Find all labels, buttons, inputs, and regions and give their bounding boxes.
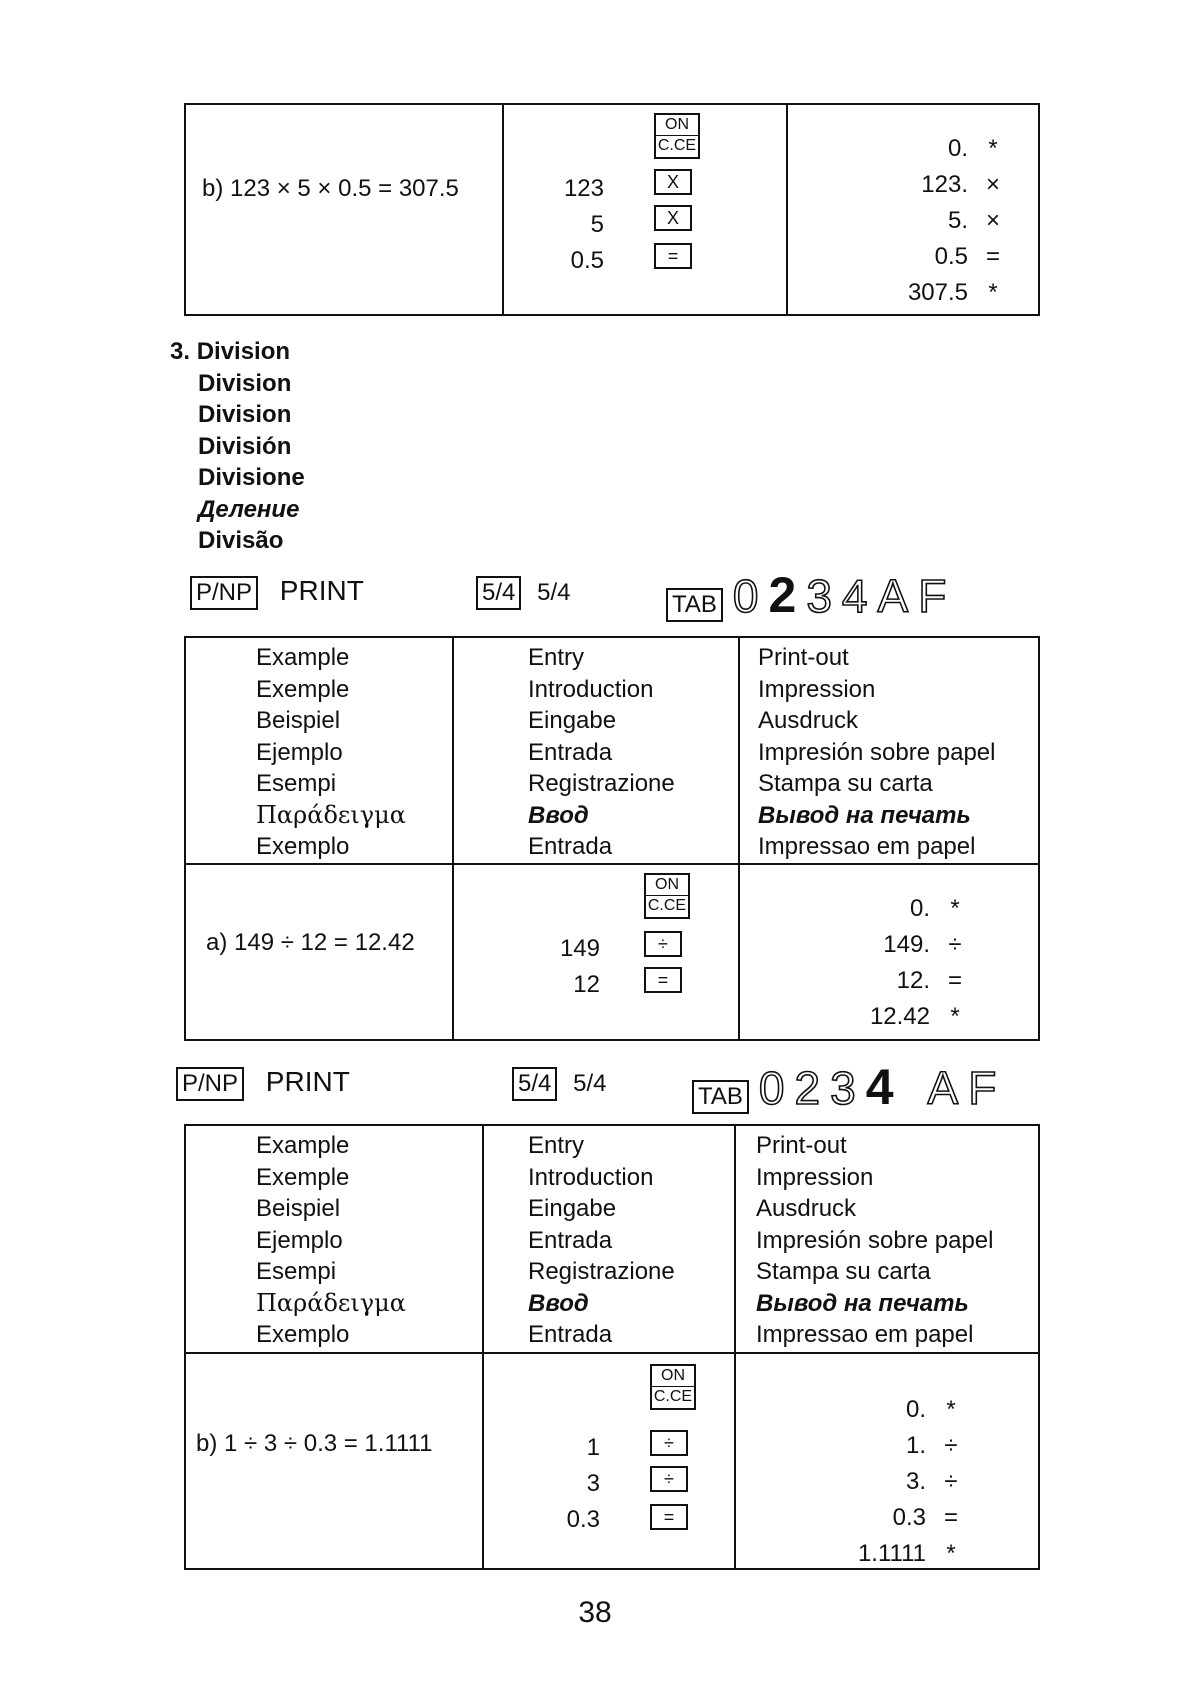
printout-line: 1.1111 * bbox=[857, 1540, 956, 1567]
entry-cell bbox=[483, 1353, 735, 1569]
entry-header-cell: Entry Introduction Eingabe Entrada Registrazione Ввод Entrada bbox=[483, 1125, 735, 1353]
printout-header-cell: Print-out Impression Ausdruck Impresión sobre papel Stampa su carta Вывод на печать Impressao em papel bbox=[739, 637, 1039, 864]
entry-number: 12 bbox=[573, 971, 600, 998]
printout-line: 0.5 = bbox=[934, 243, 1000, 270]
printout-line: 12.42 * bbox=[869, 1003, 960, 1030]
equals-key: = bbox=[644, 967, 682, 993]
entry-header-cell: Entry Introduction Eingabe Entrada Registrazione Ввод Entrada bbox=[453, 637, 739, 864]
on-cce-key: ON C.CE bbox=[644, 873, 690, 919]
printout-line: 123. × bbox=[921, 171, 1000, 198]
multiply-key: X bbox=[654, 169, 692, 195]
printout-line: 12. = bbox=[896, 967, 962, 994]
example-cell bbox=[185, 104, 503, 315]
equals-key: = bbox=[654, 243, 692, 269]
printout-line: 0. * bbox=[905, 1396, 956, 1423]
divide-key: ÷ bbox=[650, 1430, 688, 1456]
tab-setting: TAB 0 2 3 4 A F bbox=[666, 566, 946, 624]
on-cce-key: ON C.CE bbox=[650, 1364, 696, 1410]
example-cell bbox=[185, 1353, 483, 1569]
printout-line: 0. * bbox=[947, 135, 998, 162]
rounding-setting: 5/4 5/4 bbox=[512, 1066, 607, 1101]
print-label: PRINT bbox=[265, 1066, 350, 1097]
entry-number: 0.5 bbox=[570, 247, 604, 274]
example-text: a) 149 ÷ 12 = 12.42 bbox=[206, 929, 415, 956]
divide-key: ÷ bbox=[650, 1466, 688, 1492]
tab-setting: TAB 0 2 3 4 A F bbox=[692, 1058, 996, 1116]
entry-number: 5 bbox=[590, 211, 604, 238]
printout-line: 149. ÷ bbox=[883, 931, 962, 958]
printout-cell bbox=[735, 1353, 1039, 1569]
example-text: b) 1 ÷ 3 ÷ 0.3 = 1.1111 bbox=[196, 1430, 433, 1457]
on-cce-key: ON C.CE bbox=[654, 113, 700, 159]
printout-line: 3. ÷ bbox=[905, 1468, 958, 1495]
printout-line: 0.3 = bbox=[892, 1504, 958, 1531]
example-header-cell: Example Exemple Beispiel Ejemplo Esempi Παράδειγμα Exemplo bbox=[185, 1125, 483, 1353]
pnp-switch: P/NP bbox=[190, 576, 258, 610]
printout-line: 5. × bbox=[947, 207, 1000, 234]
division-example-a-table bbox=[184, 636, 1040, 1041]
example-header-cell: Example Exemple Beispiel Ejemplo Esempi Παράδειγμα Exemplo bbox=[185, 637, 453, 864]
equals-key: = bbox=[650, 1504, 688, 1530]
entry-number: 1 bbox=[586, 1434, 600, 1461]
settings-bar bbox=[176, 1066, 350, 1101]
page-number: 38 bbox=[578, 1596, 612, 1629]
entry-cell bbox=[503, 104, 787, 315]
printout-header-cell: Print-out Impression Ausdruck Impresión sobre papel Stampa su carta Вывод на печать Impressao em papel bbox=[735, 1125, 1039, 1353]
entry-number: 3 bbox=[586, 1470, 600, 1497]
multiply-key: X bbox=[654, 205, 692, 231]
settings-bar bbox=[190, 575, 364, 610]
divide-key: ÷ bbox=[644, 931, 682, 957]
example-text: b) 123 × 5 × 0.5 = 307.5 bbox=[202, 175, 459, 202]
printout-line: 307.5 * bbox=[907, 279, 998, 306]
example-cell bbox=[185, 864, 453, 1040]
entry-number: 123 bbox=[563, 175, 604, 202]
printout-line: 1. ÷ bbox=[905, 1432, 958, 1459]
printout-cell bbox=[787, 104, 1039, 315]
entry-number: 149 bbox=[559, 935, 600, 962]
pnp-switch: P/NP bbox=[176, 1067, 244, 1101]
printout-cell bbox=[739, 864, 1039, 1040]
entry-cell bbox=[453, 864, 739, 1040]
section-heading: 3. Division Division Division División Divisione Деление Divisão bbox=[170, 338, 305, 554]
entry-number: 0.3 bbox=[566, 1506, 600, 1533]
multiplication-example-table bbox=[184, 103, 1040, 316]
rounding-setting: 5/4 5/4 bbox=[476, 575, 571, 610]
division-example-b-table bbox=[184, 1124, 1040, 1570]
printout-line: 0. * bbox=[909, 895, 960, 922]
print-label: PRINT bbox=[279, 575, 364, 606]
